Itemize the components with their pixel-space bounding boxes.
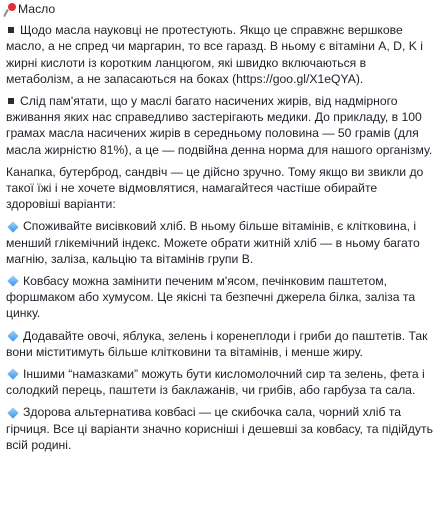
blue-diamond-icon: [7, 221, 18, 232]
post-title: Масло: [18, 2, 56, 16]
paragraph-2-text: Слід пам'ятати, що у маслі багато насичених жирів, від надмірного вживання яких нас справедливо застерігають медики. До прикладу, в 100 грамах масла насичених жирів в середньому половина — 50 грамів (для масла жирністю 81%), а це — подвійна денна норма для нашого організму.: [6, 94, 433, 157]
list-item-text: Ковбасу можна замінити печеним м'ясом, печінковим паштетом, форшмаком або хумусом. Це якісні та безпечні джерела білка, заліза та цинку.: [6, 274, 416, 321]
black-square-icon: [8, 98, 14, 104]
paragraph-3: [6, 164, 435, 213]
blue-diamond-icon: [7, 407, 18, 418]
black-square-icon: [8, 27, 14, 33]
blue-diamond-icon: [7, 330, 18, 341]
source-link[interactable]: https://goo.gl/X1eQYA: [236, 71, 356, 86]
blue-diamond-icon: [7, 276, 18, 287]
pushpin-icon: [6, 3, 17, 17]
list-item-text: Здорова альтернатива ковбасі — це скибочка сала, чорний хліб та гірчиця. Все ці варіанти значно корисніші і дешевші за ковбасу, та підійдуть всій родині.: [6, 405, 433, 452]
list-item-text: Споживайте висівковий хліб. В ньому більше вітамінів, є клітковина, і менший глікемічний індекс. Можете обрати житній хліб — в ньому багато магнію, заліза, кальцію та вітамінів групи B.: [6, 219, 420, 266]
paragraph-3-text: Канапка, бутерброд, сандвіч — це дійсно зручно. Тому якщо ви звикли до такої їжі і не хочете відмовлятися, намагайтеся частіше обирайте здоровіші варіанти:: [6, 164, 424, 212]
list-item: [6, 404, 435, 453]
paragraph-1-text: Щодо масла науковці не протестують. Якщо це справжнє вершкове масло, а не спред чи маргарин, то все гаразд. В ньому є вітаміни A, D, K і жирні кислоти із коротким ланцюгом, які швидко включаються в метаболізм, а не запасаються на боках (: [6, 23, 423, 86]
list-item-text: Додавайте овочі, яблука, зелень і коренеплоди і гриби до паштетів. Так вони міститимуть більше клітковини та вітамінів, і менше жиру.: [6, 328, 428, 359]
paragraph-1: [6, 22, 435, 87]
paragraph-1-end: ).: [355, 71, 364, 86]
blue-diamond-icon: [7, 369, 18, 380]
list-item: [6, 218, 435, 267]
list-item: [6, 328, 435, 360]
list-item: [6, 273, 435, 322]
list-item: [6, 366, 435, 398]
list-item-text: Іншими “намазками” можуть бути кисломолочний сир та зелень, фета і солодкий перець, паштети із баклажанів, чи грибів, або гарбуза та сала.: [6, 367, 425, 398]
post-title-line: [6, 1, 435, 17]
paragraph-2: [6, 93, 435, 158]
